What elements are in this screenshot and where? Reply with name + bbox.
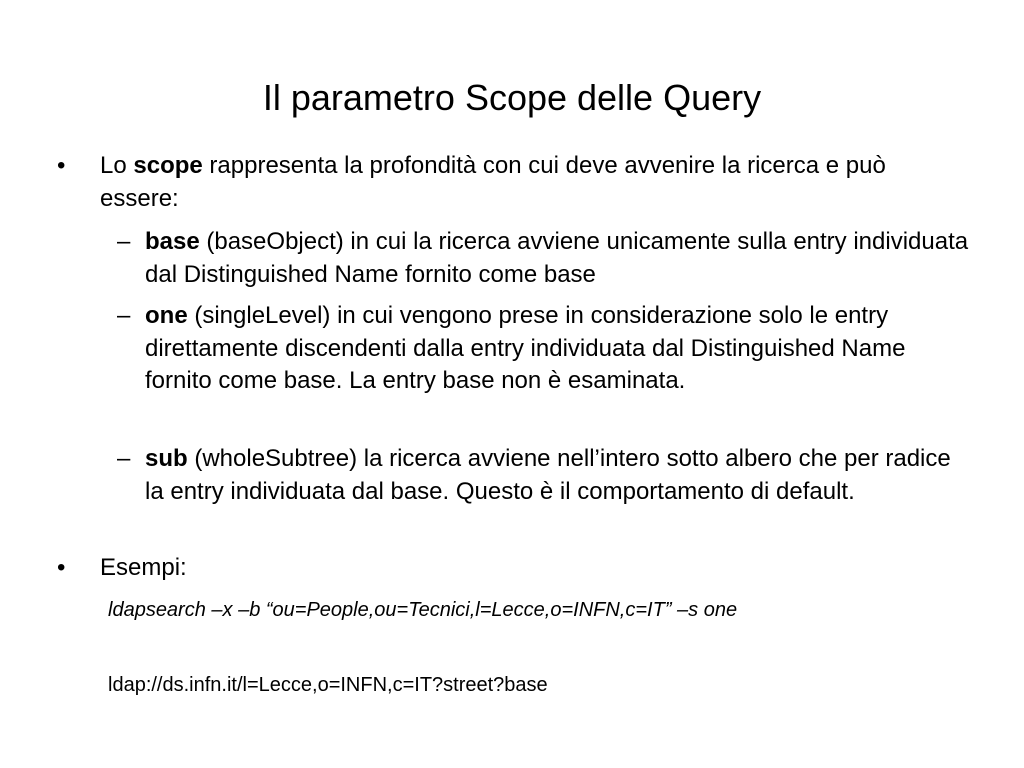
option-one-term: one — [145, 302, 188, 329]
example-url: ldap://ds.infn.it/l=Lecce,o=INFN,c=IT?street?base — [108, 674, 548, 696]
intro-pre: Lo — [100, 152, 134, 179]
dash-icon: – — [117, 445, 131, 472]
option-base-term: base — [145, 228, 200, 255]
option-sub-term: sub — [145, 445, 188, 472]
intro-paragraph — [100, 150, 970, 215]
slide-title: Il parametro Scope delle Query — [262, 77, 762, 118]
examples-label: Esempi: — [100, 554, 187, 581]
example-command: ldapsearch –x –b “ou=People,ou=Tecnici,l=Lecce,o=INFN,c=IT” –s one — [108, 599, 738, 621]
option-base — [145, 226, 975, 291]
intro-term: scope — [133, 152, 203, 179]
dash-icon: – — [117, 228, 131, 255]
option-sub — [145, 443, 975, 508]
option-sub-text: (wholeSubtree) la ricerca avviene nell’intero sotto albero che per radice la entry individuata dal base. Questo è il comportamento di default. — [145, 445, 951, 505]
bullet-icon: • — [57, 152, 66, 179]
bullet-icon: • — [57, 554, 66, 581]
option-one-text: (singleLevel) in cui vengono prese in considerazione solo le entry direttamente discendenti dalla entry individuata dal Distinguished Name fornito come base. La entry base non è esaminata. — [145, 302, 906, 394]
option-one — [145, 300, 975, 398]
option-base-text: (baseObject) in cui la ricerca avviene unicamente sulla entry individuata dal Distinguished Name fornito come base — [145, 228, 969, 288]
intro-post: rappresenta la profondità con cui deve avvenire la ricerca e può essere: — [100, 152, 886, 212]
dash-icon: – — [117, 302, 131, 329]
